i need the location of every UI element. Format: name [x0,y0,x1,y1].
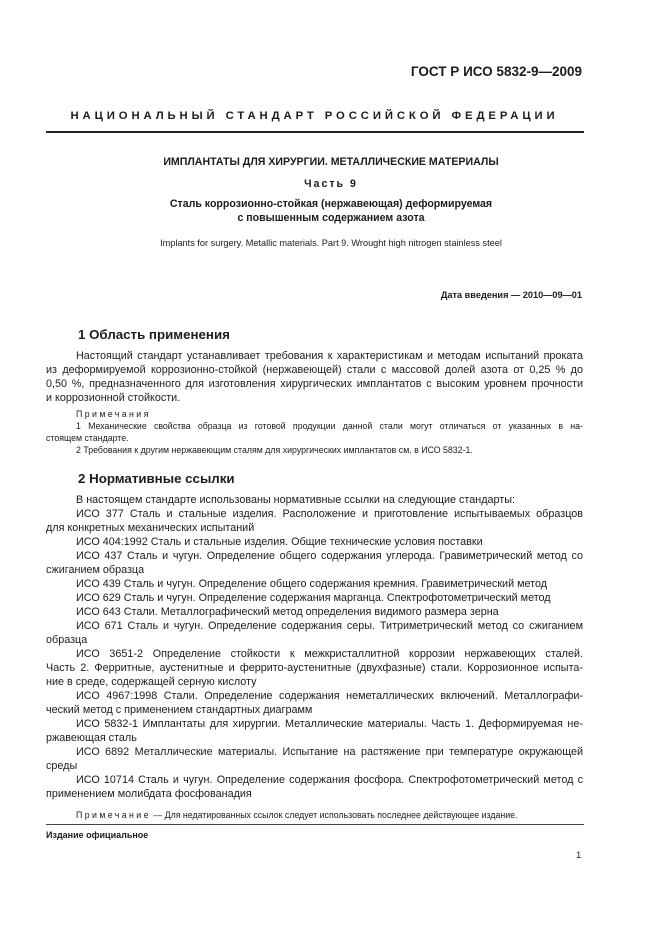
document-subtitle-line-2: с повышенным содержанием азота [237,212,425,224]
note-text: — Для недатированных ссылок следует использовать последнее действующее издание. [150,810,518,820]
standard-code: ГОСТ Р ИСО 5832-9—2009 [410,64,582,79]
document-subtitle-line-1: Сталь коррозионно-стойкая (нержавеющая) деформируемая [169,198,493,210]
section-2-note [76,810,518,820]
reference-line: ИСО 6892 Металлические материалы. Испытание на растяжение при температуре окружающей [76,746,583,758]
reference-line: ческий метод с применением стандартных диаграмм [46,704,313,716]
reference-line: образца [46,634,88,646]
reference-line: для конкретных механических испытаний [46,522,255,534]
reference-line: В настоящем стандарте использованы нормативные ссылки на следующие стандарты: [76,494,515,506]
reference-line: ИСО 404:1992 Сталь и стальные изделия. Общие технические условия поставки [76,536,483,548]
reference-line: ржавеющая сталь [46,732,137,744]
reference-line: применением молибдата фосфованадия [46,788,252,800]
reference-line: ИСО 377 Сталь и стальные изделия. Расположение и приготовление испытываемых образцов [76,508,583,520]
reference-line: ИСО 10714 Сталь и чугун. Определение содержания фосфора. Спектрофотометрический метод с [76,774,583,786]
page-number: 1 [576,850,582,861]
document-part: Часть 9 [304,178,358,190]
notes-label: Примечания [76,409,151,419]
note-2: 2 Требования к другим нержавеющим сталям для хирургических имплантатов см. в ИСО 5832-1. [76,445,473,455]
reference-line: ИСО 671 Сталь и чугун. Определение содержания серы. Титриметрический метод со сжиганием [76,620,583,632]
note-1-line: стоящем стандарте. [46,433,129,443]
official-edition-label: Издание официальное [46,830,149,840]
reference-line: среды [46,760,78,772]
section-1-para-line: Настоящий стандарт устанавливает требования к характеристикам и методам испытаний проката [76,350,583,362]
section-2-heading: 2 Нормативные ссылки [78,471,235,486]
section-1-heading: 1 Область применения [78,327,230,342]
reference-line: Часть 2. Ферритные, аустенитные и феррито-аустенитные (двухфазные) стали. Коррозионное испыта- [46,662,583,674]
note-1-line: 1 Механические свойства образца из готовой продукции данной стали могут отличаться от указанных в на- [76,421,583,431]
reference-line: сжиганием образца [46,564,145,576]
section-1-para-line: 0,50 %, предназначенного для изготовления хирургических имплантатов с высоким уровнем прочности [46,378,583,390]
reference-line: ИСО 439 Сталь и чугун. Определение общего содержания кремния. Гравиметрический метод [76,578,548,590]
reference-line: ние в среде, содержащей серную кислоту [46,676,257,688]
header-rule [46,131,584,133]
reference-line: ИСО 3651-2 Определение стойкости к межкристаллитной коррозии нержавеющих сталей. [76,648,583,660]
note-label: Примечание [76,810,151,820]
reference-line: ИСО 437 Сталь и чугун. Определение общего содержания углерода. Гравиметрический метод со [76,550,583,562]
introduction-date: Дата введения — 2010—09—01 [440,290,582,300]
national-standard-title: НАЦИОНАЛЬНЫЙ СТАНДАРТ РОССИЙСКОЙ ФЕДЕРАЦИИ [70,110,559,122]
reference-line: ИСО 629 Сталь и чугун. Определение содержания марганца. Спектрофотометрический метод [76,592,551,604]
section-1-para-line: и коррозионной стойкости. [46,392,181,404]
reference-line: ИСО 5832-1 Имплантаты для хирургии. Металлические материалы. Часть 1. Деформируемая не- [76,718,583,730]
footer-rule [46,824,584,825]
document-title: ИМПЛАНТАТЫ ДЛЯ ХИРУРГИИ. МЕТАЛЛИЧЕСКИЕ МАТЕРИАЛЫ [163,156,499,168]
reference-line: ИСО 4967:1998 Стали. Определение содержания неметаллических включений. Металлографи- [76,690,583,702]
reference-line: ИСО 643 Стали. Металлографический метод определения видимого размера зерна [76,606,499,618]
section-1-para-line: из деформируемой коррозионно-стойкой (нержавеющей) стали с массовой долей азота от 0,25 % до [46,364,583,376]
english-title: Implants for surgery. Metallic materials. Part 9. Wrought high nitrogen stainless steel [160,238,502,248]
